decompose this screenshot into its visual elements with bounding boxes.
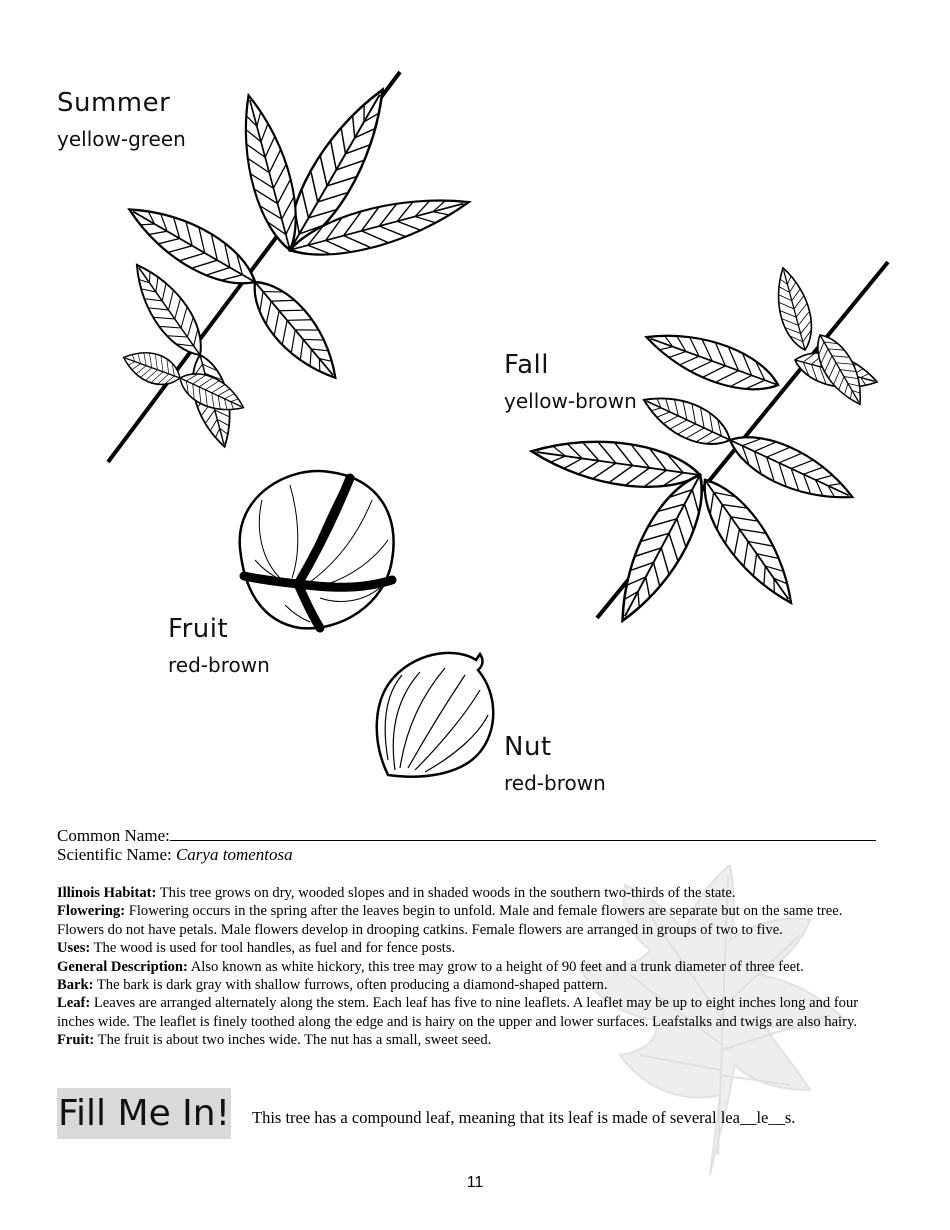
section-text: The wood is used for tool handles, as fuel and for fence posts. — [90, 940, 456, 957]
section-title: Uses: — [57, 940, 91, 957]
fill-me-in-badge: Fill Me In! — [57, 1088, 231, 1139]
fruit-drawing — [240, 471, 394, 628]
scientific-name-label: Scientific Name: — [57, 845, 176, 864]
section-title: Illinois Habitat: — [57, 885, 157, 901]
section-text: Flowering occurs in the spring after the leaves begin to unfold. Male and female flowers are separate but on the same tree. Flowers do not have petals. Male flowers develop in drooping catkins. Female flowers are arranged in groups of two to five. — [57, 903, 843, 938]
section-text: Leaves are arranged alternately along the stem. Each leaf has five to nine leaflets. A leaflet may be up to eight inches long and four inches wide. The leaflet is finely toothed along the edge and is hairy on the upper and lower surfaces. Leafstalks and twigs are also hairy. — [57, 995, 859, 1030]
fall-color: yellow-brown — [504, 389, 637, 413]
common-name-row — [57, 826, 897, 845]
section-habitat — [57, 884, 893, 902]
fall-season-name: Fall — [504, 350, 549, 380]
common-name-label: Common Name: — [57, 826, 170, 845]
section-title: General Description: — [57, 958, 188, 975]
summer-label — [57, 88, 186, 154]
fruit-color: red-brown — [168, 653, 270, 677]
section-text: Also known as white hickory, this tree may grow to a height of 90 feet and a trunk diameter of three feet. — [187, 958, 804, 975]
section-title: Leaf: — [57, 995, 91, 1012]
fill-me-in-sentence: This tree has a compound leaf, meaning that its leaf is made of several lea__le__s. — [252, 1108, 796, 1127]
nut-drawing — [377, 653, 494, 777]
fall-leaf-drawing — [529, 262, 888, 631]
section-general-description — [57, 958, 893, 976]
section-text: The bark is dark gray with shallow furrows, often producing a diamond-shaped pattern. — [93, 977, 608, 994]
section-uses — [57, 939, 893, 957]
section-text: This tree grows on dry, wooded slopes and in shaded woods in the southern two-thirds of the state. — [156, 885, 736, 901]
common-name-blank[interactable] — [170, 826, 876, 841]
fruit-name: Fruit — [168, 614, 229, 644]
section-bark — [57, 976, 893, 994]
section-text: The fruit is about two inches wide. The nut has a small, sweet seed. — [94, 1032, 492, 1049]
tree-description — [57, 884, 893, 1050]
nut-name: Nut — [504, 732, 552, 762]
section-leaf — [57, 994, 893, 1031]
summer-color: yellow-green — [57, 127, 186, 151]
section-title: Bark: — [57, 977, 94, 994]
nut-color: red-brown — [504, 771, 606, 795]
name-fields — [57, 826, 897, 864]
scientific-name-row — [57, 845, 897, 864]
section-title: Fruit: — [57, 1032, 95, 1049]
nut-label — [504, 732, 606, 798]
fall-label — [504, 350, 637, 416]
section-flowering — [57, 902, 893, 939]
fruit-label — [168, 614, 270, 680]
scientific-name-value: Carya tomentosa — [175, 845, 293, 864]
page-number: 11 — [466, 1174, 484, 1191]
section-fruit — [57, 1031, 893, 1049]
summer-season-name: Summer — [57, 88, 171, 118]
section-title: Flowering: — [57, 903, 126, 920]
